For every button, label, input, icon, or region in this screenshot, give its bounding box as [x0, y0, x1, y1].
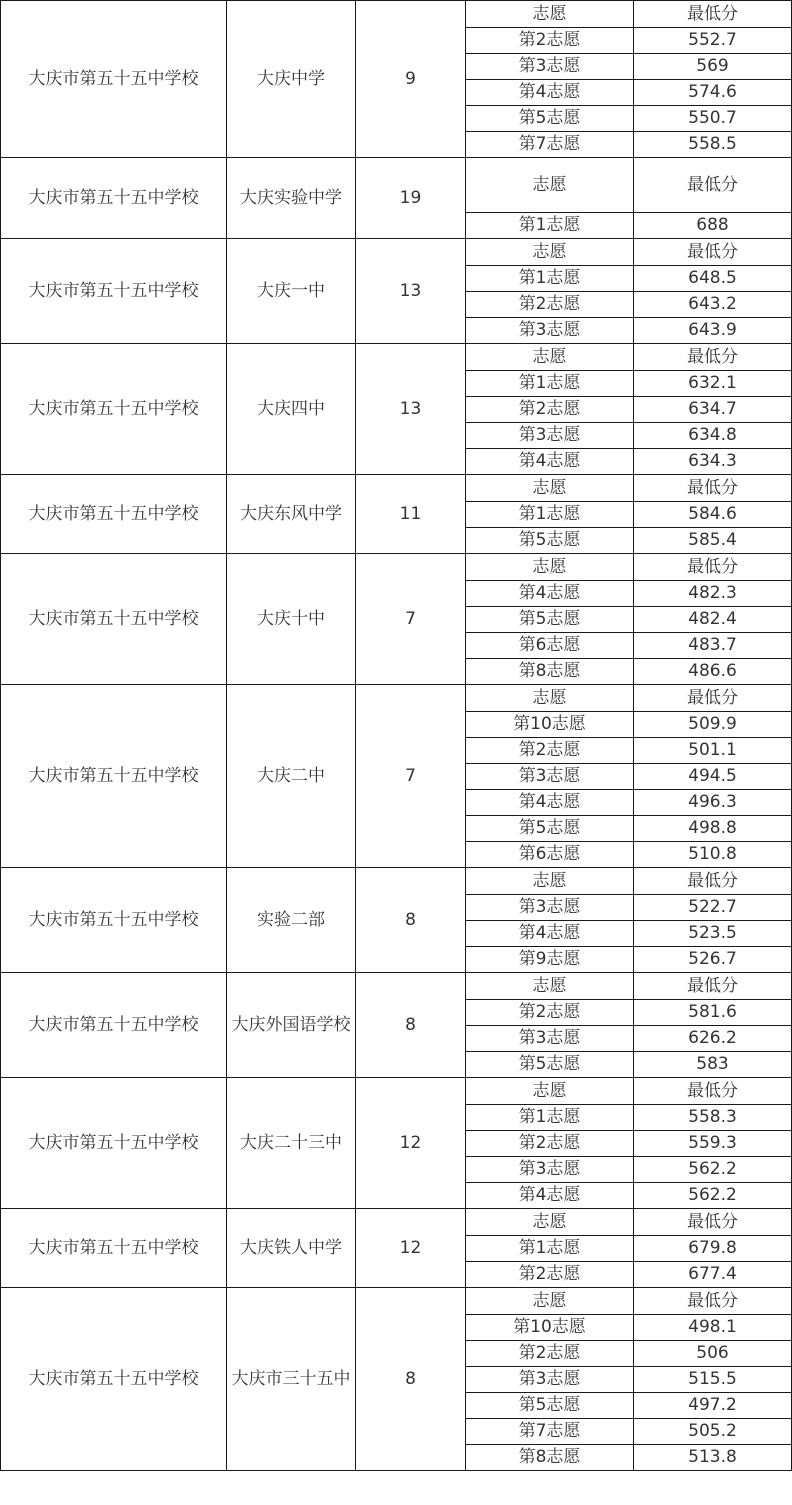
- score-cell: 498.1: [634, 1315, 792, 1341]
- score-header-cell: 最低分: [634, 868, 792, 895]
- choice-cell: 第2志愿: [466, 292, 634, 318]
- score-cell: 506: [634, 1341, 792, 1367]
- score-cell: 550.7: [634, 106, 792, 132]
- score-cell: 558.3: [634, 1105, 792, 1131]
- choice-cell: 第3志愿: [466, 895, 634, 921]
- score-header-cell: 最低分: [634, 1209, 792, 1236]
- score-cell: 569: [634, 54, 792, 80]
- score-cell: 494.5: [634, 764, 792, 790]
- table-body: [1, 1, 792, 1471]
- from-school-cell: 大庆市第五十五中学校: [1, 158, 227, 239]
- target-school-cell: 大庆中学: [227, 1, 356, 158]
- score-cell: 559.3: [634, 1131, 792, 1157]
- count-cell: 8: [356, 868, 466, 973]
- score-cell: 509.9: [634, 712, 792, 738]
- from-school-cell: 大庆市第五十五中学校: [1, 1288, 227, 1471]
- choice-header-cell: 志愿: [466, 973, 634, 1000]
- group-header-row: [1, 344, 792, 371]
- group-header-row: [1, 685, 792, 712]
- choice-cell: 第3志愿: [466, 54, 634, 80]
- score-cell: 585.4: [634, 528, 792, 554]
- choice-cell: 第5志愿: [466, 1052, 634, 1078]
- score-header-cell: 最低分: [634, 685, 792, 712]
- choice-cell: 第1志愿: [466, 266, 634, 292]
- from-school-cell: 大庆市第五十五中学校: [1, 475, 227, 554]
- choice-cell: 第4志愿: [466, 1183, 634, 1209]
- score-cell: 501.1: [634, 738, 792, 764]
- count-cell: 12: [356, 1078, 466, 1209]
- score-cell: 558.5: [634, 132, 792, 158]
- score-cell: 626.2: [634, 1026, 792, 1052]
- choice-cell: 第9志愿: [466, 947, 634, 973]
- group-header-row: [1, 868, 792, 895]
- target-school-cell: 大庆四中: [227, 344, 356, 475]
- choice-header-cell: 志愿: [466, 868, 634, 895]
- count-cell: 19: [356, 158, 466, 239]
- choice-header-cell: 志愿: [466, 344, 634, 371]
- score-header-cell: 最低分: [634, 1078, 792, 1105]
- score-cell: 486.6: [634, 659, 792, 685]
- target-school-cell: 大庆二十三中: [227, 1078, 356, 1209]
- count-cell: 11: [356, 475, 466, 554]
- from-school-cell: 大庆市第五十五中学校: [1, 554, 227, 685]
- count-cell: 12: [356, 1209, 466, 1288]
- count-cell: 9: [356, 1, 466, 158]
- score-cell: 513.8: [634, 1445, 792, 1471]
- choice-header-cell: 志愿: [466, 239, 634, 266]
- score-header-cell: 最低分: [634, 1288, 792, 1315]
- group-header-row: [1, 1078, 792, 1105]
- target-school-cell: 大庆东风中学: [227, 475, 356, 554]
- count-cell: 8: [356, 1288, 466, 1471]
- group-header-row: [1, 475, 792, 502]
- count-cell: 7: [356, 554, 466, 685]
- group-header-row: [1, 554, 792, 581]
- choice-cell: 第8志愿: [466, 1445, 634, 1471]
- choice-cell: 第3志愿: [466, 1026, 634, 1052]
- score-cell: 634.3: [634, 449, 792, 475]
- choice-header-cell: 志愿: [466, 554, 634, 581]
- choice-cell: 第1志愿: [466, 1236, 634, 1262]
- target-school-cell: 大庆实验中学: [227, 158, 356, 239]
- choice-header-cell: 志愿: [466, 1, 634, 28]
- choice-cell: 第3志愿: [466, 423, 634, 449]
- choice-cell: 第1志愿: [466, 371, 634, 397]
- score-cell: 581.6: [634, 1000, 792, 1026]
- from-school-cell: 大庆市第五十五中学校: [1, 1209, 227, 1288]
- from-school-cell: 大庆市第五十五中学校: [1, 868, 227, 973]
- choice-cell: 第10志愿: [466, 1315, 634, 1341]
- choice-cell: 第3志愿: [466, 318, 634, 344]
- choice-header-cell: 志愿: [466, 1209, 634, 1236]
- choice-cell: 第5志愿: [466, 816, 634, 842]
- score-cell: 648.5: [634, 266, 792, 292]
- choice-header-cell: 志愿: [466, 158, 634, 213]
- choice-cell: 第4志愿: [466, 790, 634, 816]
- choice-cell: 第2志愿: [466, 397, 634, 423]
- count-cell: 13: [356, 239, 466, 344]
- score-cell: 552.7: [634, 28, 792, 54]
- score-cell: 583: [634, 1052, 792, 1078]
- score-header-cell: 最低分: [634, 973, 792, 1000]
- score-header-cell: 最低分: [634, 239, 792, 266]
- score-cell: 522.7: [634, 895, 792, 921]
- target-school-cell: 大庆市三十五中: [227, 1288, 356, 1471]
- choice-cell: 第1志愿: [466, 502, 634, 528]
- score-cell: 515.5: [634, 1367, 792, 1393]
- group-header-row: [1, 158, 792, 213]
- group-header-row: [1, 1209, 792, 1236]
- score-cell: 505.2: [634, 1419, 792, 1445]
- score-cell: 482.3: [634, 581, 792, 607]
- choice-cell: 第2志愿: [466, 1131, 634, 1157]
- score-cell: 688: [634, 213, 792, 239]
- choice-cell: 第2志愿: [466, 1341, 634, 1367]
- target-school-cell: 大庆铁人中学: [227, 1209, 356, 1288]
- choice-cell: 第3志愿: [466, 1157, 634, 1183]
- target-school-cell: 大庆二中: [227, 685, 356, 868]
- group-header-row: [1, 239, 792, 266]
- target-school-cell: 大庆一中: [227, 239, 356, 344]
- score-cell: 562.2: [634, 1157, 792, 1183]
- score-cell: 562.2: [634, 1183, 792, 1209]
- choice-cell: 第4志愿: [466, 921, 634, 947]
- choice-header-cell: 志愿: [466, 685, 634, 712]
- target-school-cell: 大庆十中: [227, 554, 356, 685]
- score-header-cell: 最低分: [634, 554, 792, 581]
- choice-cell: 第8志愿: [466, 659, 634, 685]
- choice-cell: 第4志愿: [466, 581, 634, 607]
- score-cell: 526.7: [634, 947, 792, 973]
- from-school-cell: 大庆市第五十五中学校: [1, 239, 227, 344]
- choice-cell: 第7志愿: [466, 132, 634, 158]
- choice-cell: 第6志愿: [466, 842, 634, 868]
- score-cell: 574.6: [634, 80, 792, 106]
- score-cell: 643.9: [634, 318, 792, 344]
- choice-cell: 第4志愿: [466, 449, 634, 475]
- choice-cell: 第4志愿: [466, 80, 634, 106]
- choice-header-cell: 志愿: [466, 475, 634, 502]
- choice-cell: 第2志愿: [466, 738, 634, 764]
- score-cell: 497.2: [634, 1393, 792, 1419]
- count-cell: 13: [356, 344, 466, 475]
- score-cell: 496.3: [634, 790, 792, 816]
- choice-cell: 第5志愿: [466, 528, 634, 554]
- choice-cell: 第1志愿: [466, 213, 634, 239]
- score-header-cell: 最低分: [634, 344, 792, 371]
- score-cell: 584.6: [634, 502, 792, 528]
- choice-cell: 第6志愿: [466, 633, 634, 659]
- choice-cell: 第3志愿: [466, 1367, 634, 1393]
- score-cell: 677.4: [634, 1262, 792, 1288]
- choice-cell: 第5志愿: [466, 607, 634, 633]
- count-cell: 7: [356, 685, 466, 868]
- choice-cell: 第3志愿: [466, 764, 634, 790]
- score-cell: 643.2: [634, 292, 792, 318]
- score-cell: 523.5: [634, 921, 792, 947]
- count-cell: 8: [356, 973, 466, 1078]
- score-cell: 482.4: [634, 607, 792, 633]
- choice-cell: 第10志愿: [466, 712, 634, 738]
- group-header-row: [1, 973, 792, 1000]
- from-school-cell: 大庆市第五十五中学校: [1, 973, 227, 1078]
- from-school-cell: 大庆市第五十五中学校: [1, 685, 227, 868]
- score-header-cell: 最低分: [634, 475, 792, 502]
- choice-cell: 第2志愿: [466, 28, 634, 54]
- score-cell: 483.7: [634, 633, 792, 659]
- choice-cell: 第7志愿: [466, 1419, 634, 1445]
- target-school-cell: 大庆外国语学校: [227, 973, 356, 1078]
- score-cell: 634.8: [634, 423, 792, 449]
- target-school-cell: 实验二部: [227, 868, 356, 973]
- score-header-cell: 最低分: [634, 158, 792, 213]
- score-cell: 498.8: [634, 816, 792, 842]
- choice-cell: 第2志愿: [466, 1262, 634, 1288]
- score-cell: 679.8: [634, 1236, 792, 1262]
- group-header-row: [1, 1288, 792, 1315]
- choice-cell: 第2志愿: [466, 1000, 634, 1026]
- group-header-row: [1, 1, 792, 28]
- from-school-cell: 大庆市第五十五中学校: [1, 1, 227, 158]
- choice-cell: 第5志愿: [466, 1393, 634, 1419]
- choice-cell: 第1志愿: [466, 1105, 634, 1131]
- from-school-cell: 大庆市第五十五中学校: [1, 1078, 227, 1209]
- from-school-cell: 大庆市第五十五中学校: [1, 344, 227, 475]
- choice-header-cell: 志愿: [466, 1078, 634, 1105]
- score-cell: 632.1: [634, 371, 792, 397]
- choice-cell: 第5志愿: [466, 106, 634, 132]
- score-cell: 510.8: [634, 842, 792, 868]
- score-header-cell: 最低分: [634, 1, 792, 28]
- score-cell: 634.7: [634, 397, 792, 423]
- choice-header-cell: 志愿: [466, 1288, 634, 1315]
